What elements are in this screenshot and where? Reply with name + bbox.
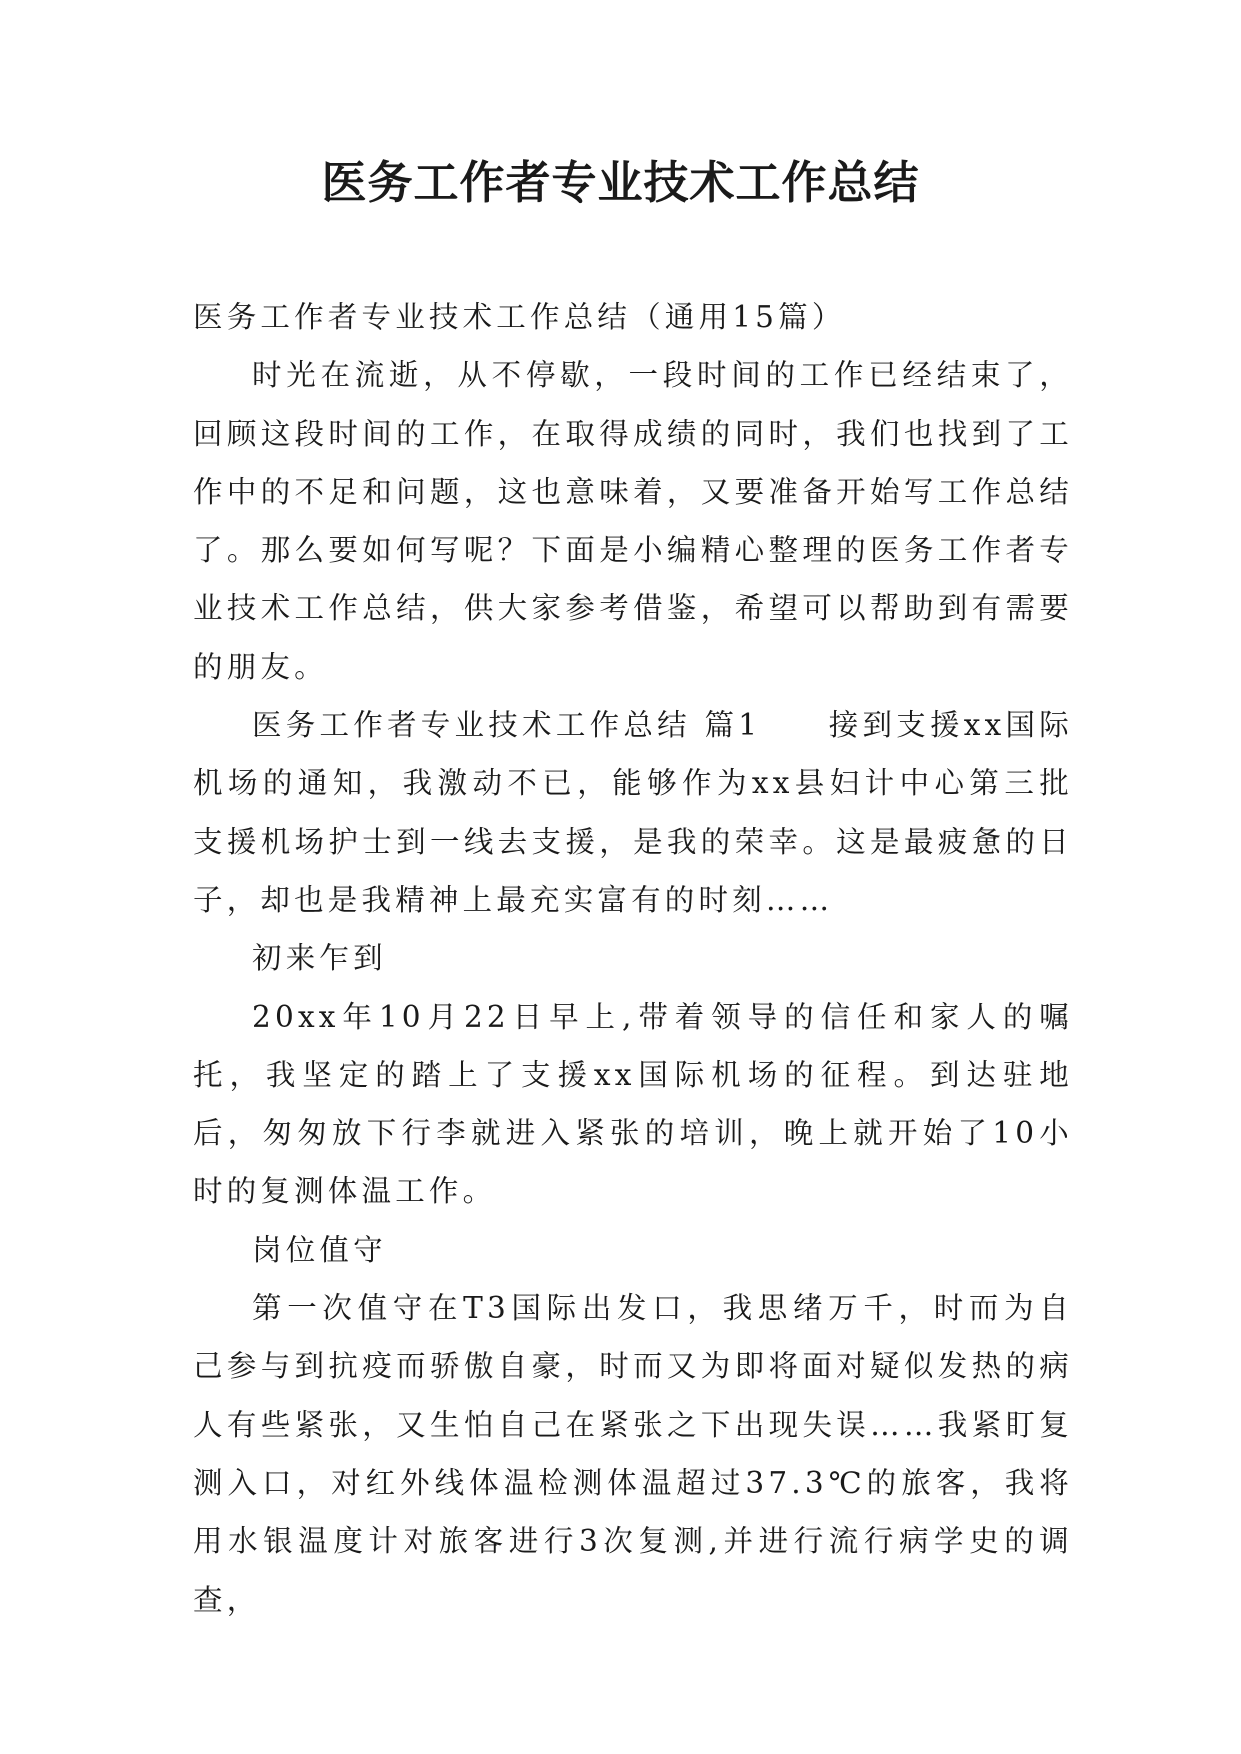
post-duty-paragraph: 第一次值守在T3国际出发口，我思绪万千，时而为自己参与到抗疫而骄傲自豪，时而又为即将面对疑似发热的病人有些紧张，又生怕自己在紧张之下出现失误……我紧盯复测入口，对红外线体温检测体温超过37.3℃的旅客，我将用水银温度计对旅客进行3次复测,并进行流行病学史的调查， <box>193 1291 1073 1617</box>
document-subtitle: 医务工作者专业技术工作总结（通用15篇） <box>193 300 846 334</box>
heading-post-duty: 岗位值守 <box>252 1232 387 1267</box>
heading-arrival: 初来乍到 <box>252 941 387 976</box>
section-1-paragraph: 医务工作者专业技术工作总结 篇1 接到支援xx国际机场的通知，我激动不已，能够作为xx县妇计中心第三批支援机场护士到一线去支援，是我的荣幸。这是最疲惫的日子，却也是我精神上最充实富有的时刻…… <box>193 708 1073 917</box>
intro-paragraph: 时光在流逝，从不停歇，一段时间的工作已经结束了，回顾这段时间的工作，在取得成绩的同时，我们也找到了工作中的不足和问题，这也意味着，又要准备开始写工作总结了。那么要如何写呢？下面是小编精心整理的医务工作者专业技术工作总结，供大家参考借鉴，希望可以帮助到有需要的朋友。 <box>193 358 1073 684</box>
document-title: 医务工作者专业技术工作总结 <box>321 156 920 209</box>
arrival-paragraph: 20xx年10月22日早上,带着领导的信任和家人的嘱托，我坚定的踏上了支援xx国际机场的征程。到达驻地后，匆匆放下行李就进入紧张的培训，晚上就开始了10小时的复测体温工作。 <box>193 999 1073 1209</box>
document-body <box>193 288 1073 1629</box>
